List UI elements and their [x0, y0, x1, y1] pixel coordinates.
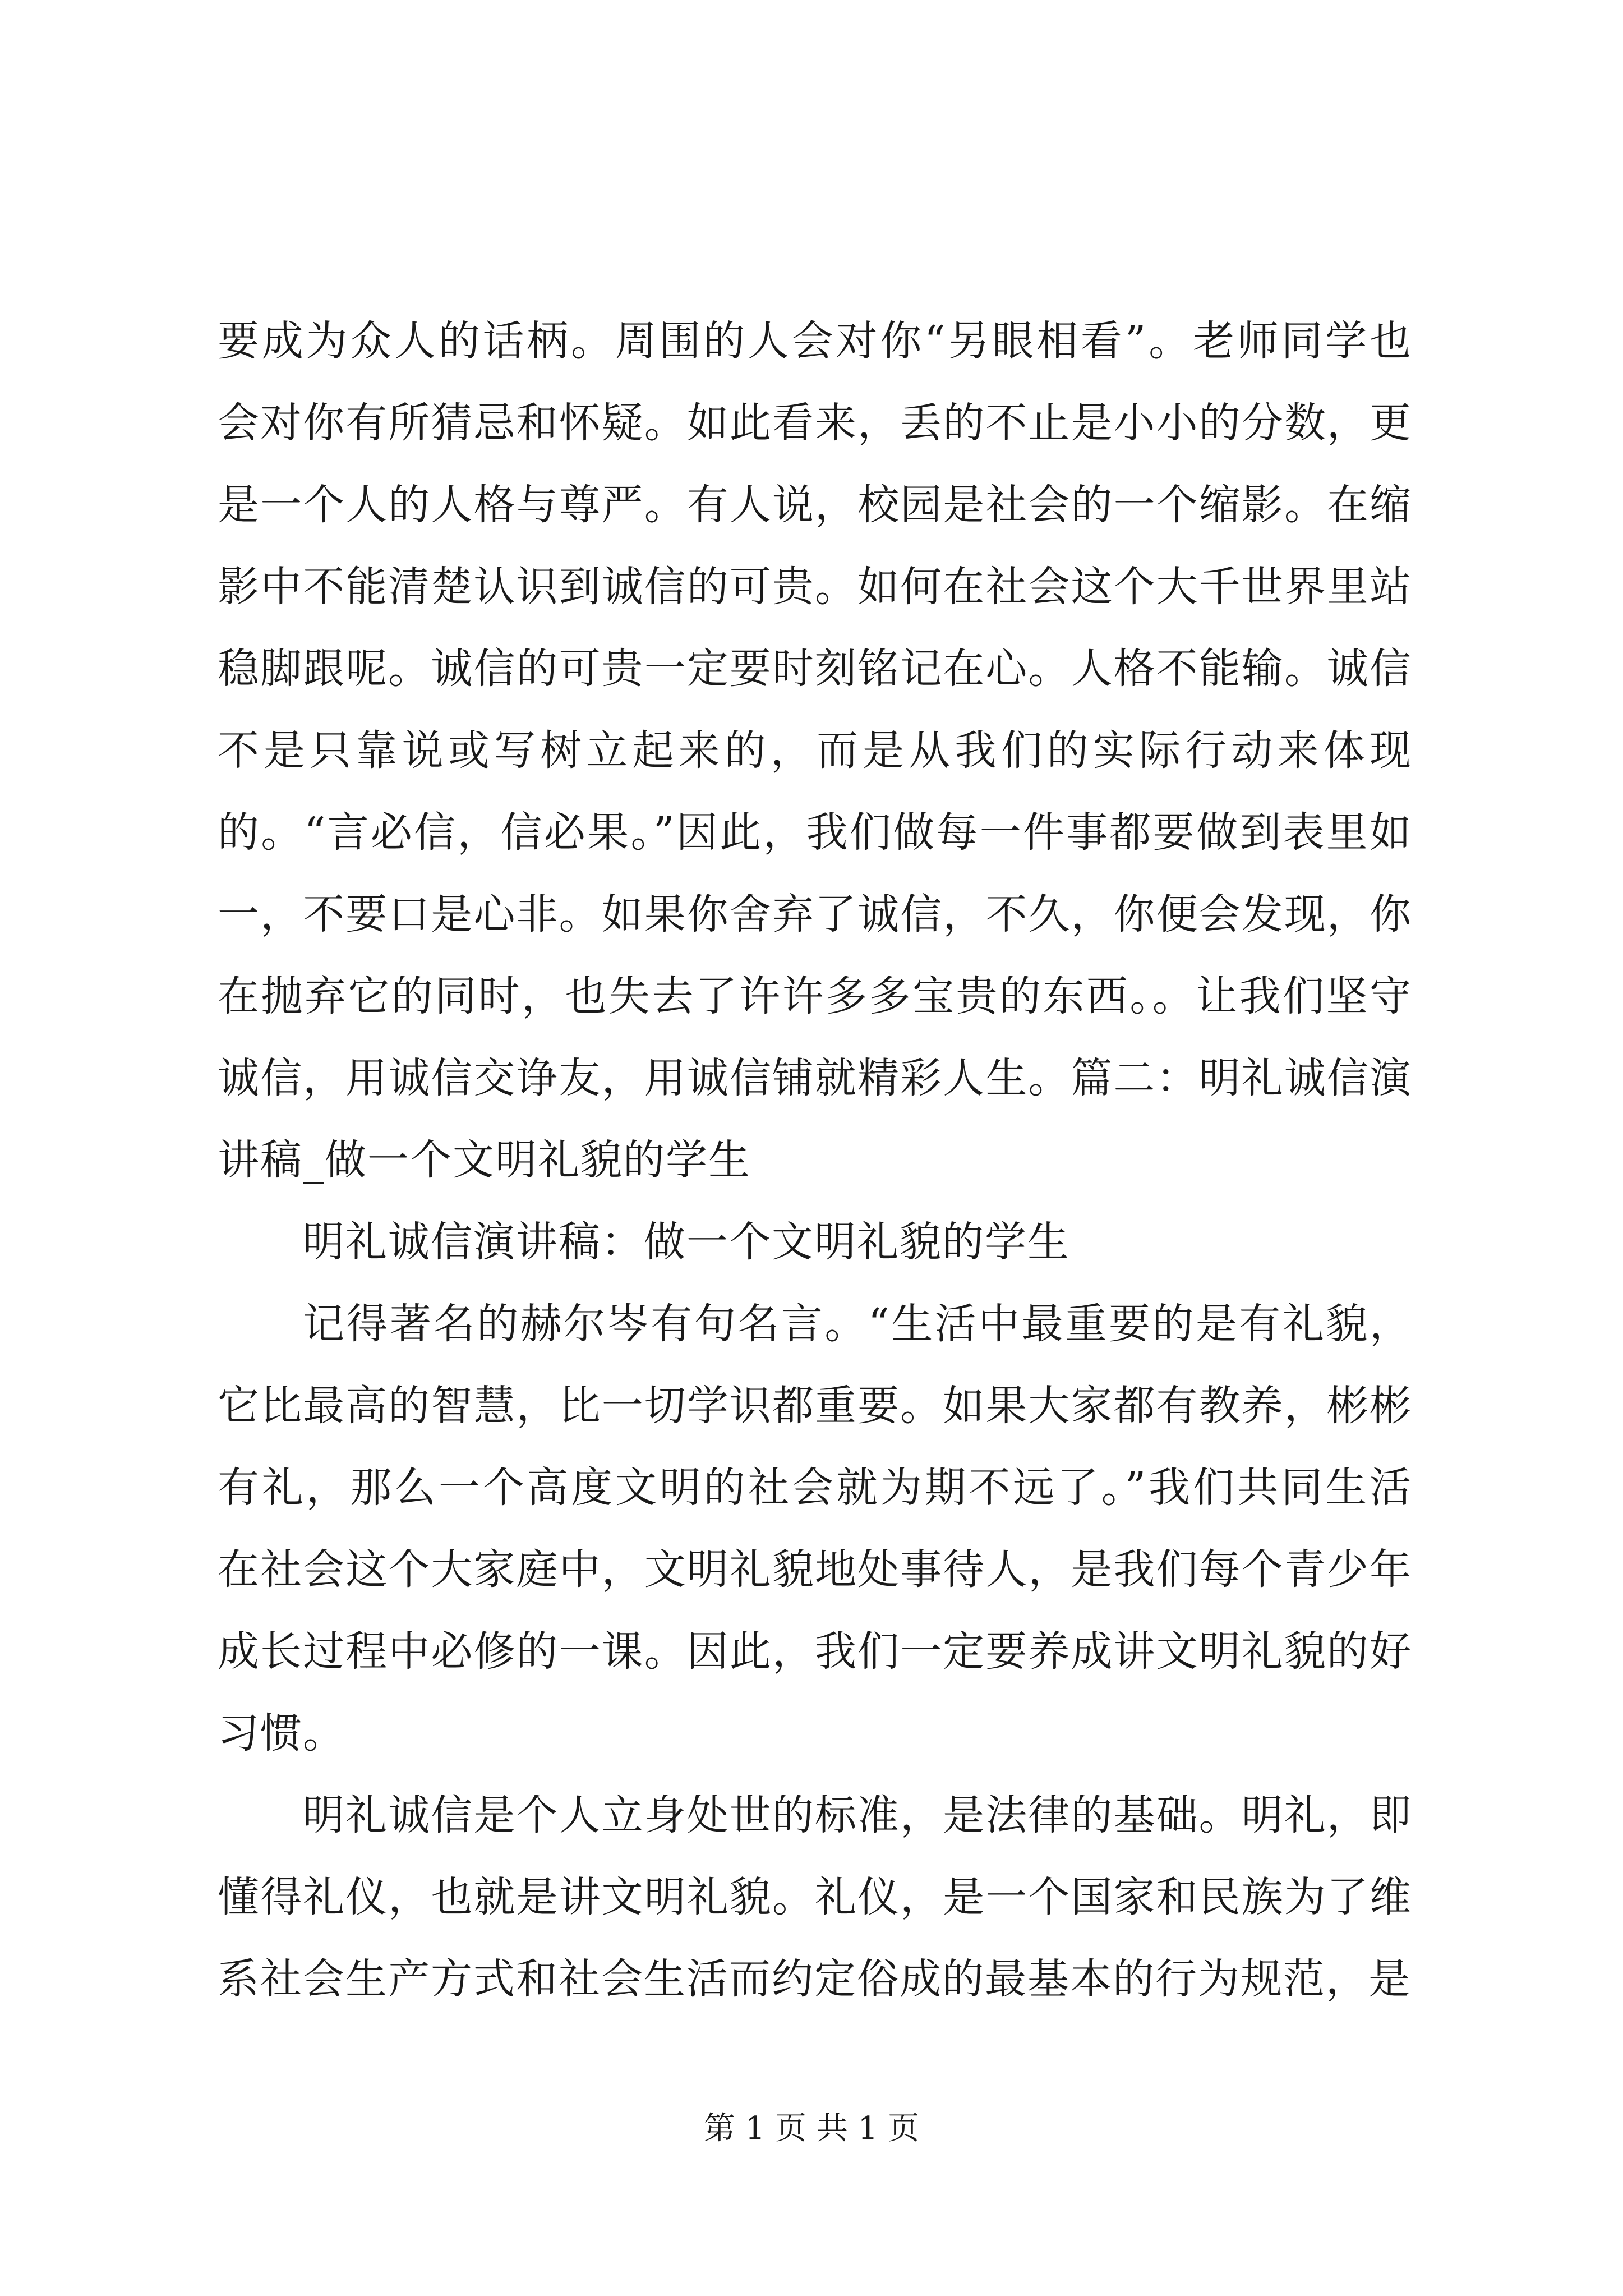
paragraph-2-heading: 明礼诚信演讲稿：做一个文明礼貌的学生 [303, 1218, 1070, 1266]
paragraph-4: 明礼诚信是个人立身处世的标准，是法律的基础。明礼，即懂得礼仪，也就是讲文明礼貌。礼仪，是一个国家和民族为了维系社会生产方式和社会生活而约定俗成的最基本的行为规范，是 [218, 1791, 1412, 2003]
page-footer: 第 1 页 共 1 页 [703, 2110, 920, 2147]
paragraph-3: 记得著名的赫尔岑有句名言。“生活中最重要的是有礼貌，它比最高的智慧，比一切学识都重要。如果大家都有教养，彬彬有礼，那么一个高度文明的社会就为期不远了。”我们共同生活在社会这个大家庭中，文明礼貌地处事待人，是我们每个青少年成长过程中必修的一课。因此，我们一定要养成讲文明礼貌的好习惯。 [218, 1300, 1412, 1757]
document-body [218, 300, 1412, 2020]
paragraph-1: 要成为众人的话柄。周围的人会对你“另眼相看”。老师同学也会对你有所猜忌和怀疑。如此看来，丢的不止是小小的分数，更是一个人的人格与尊严。有人说，校园是社会的一个缩影。在缩影中不能清楚认识到诚信的可贵。如何在社会这个大千世界里站稳脚跟呢。诚信的可贵一定要时刻铭记在心。人格不能输。诚信不是只靠说或写树立起来的，而是从我们的实际行动来体现的。“言必信，信必果。”因此，我们做每一件事都要做到表里如一，不要口是心非。如果你舍弃了诚信，不久，你便会发现，你在抛弃它的同时，也失去了许许多多宝贵的东西。。让我们坚守诚信，用诚信交诤友，用诚信铺就精彩人生。篇二：明礼诚信演讲稿_做一个文明礼貌的学生 [218, 317, 1412, 1184]
